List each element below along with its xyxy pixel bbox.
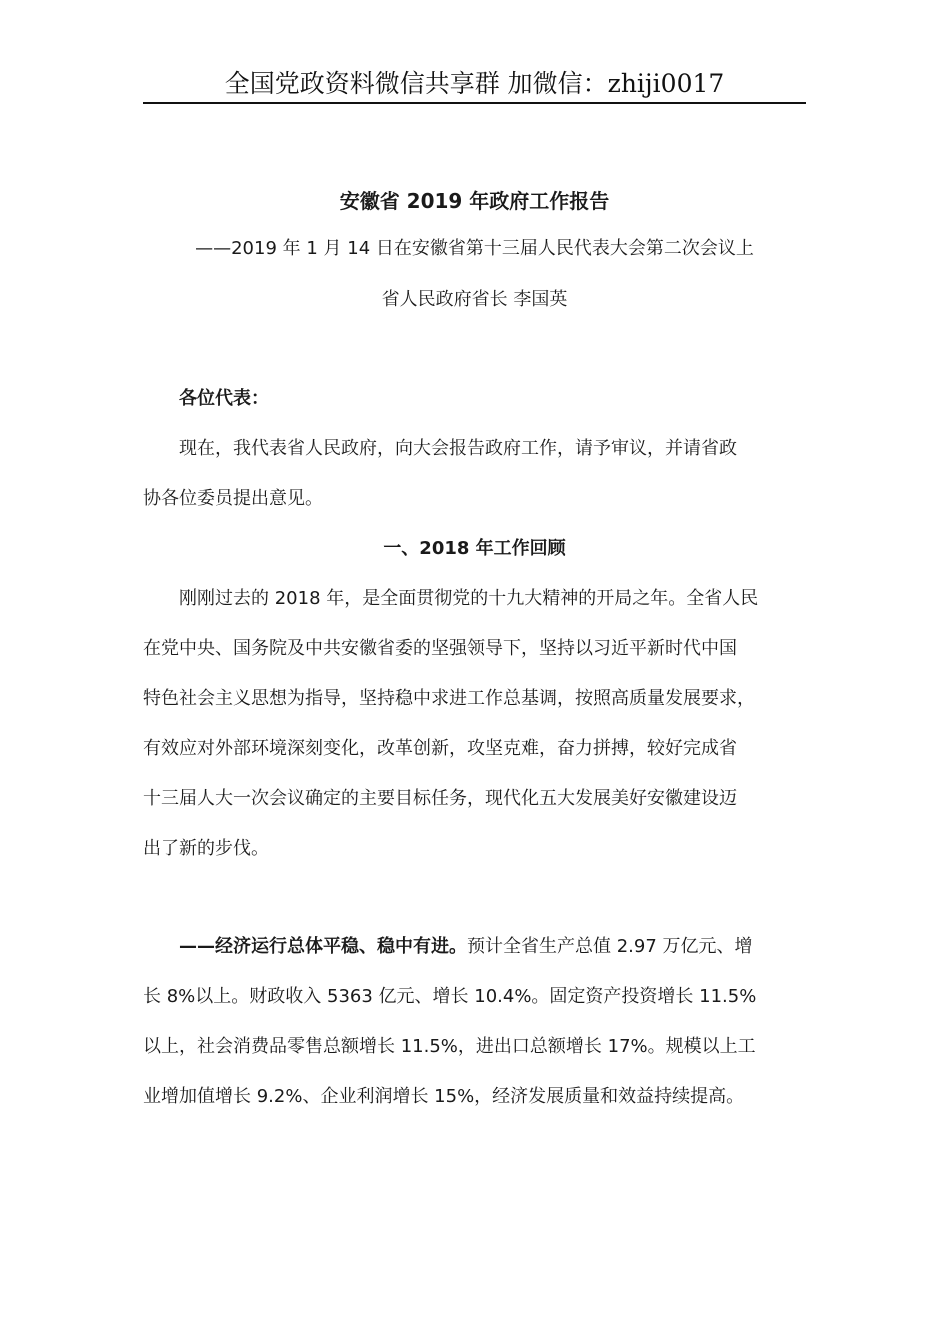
review-line: 特色社会主义思想为指导，坚持稳中求进工作总基调，按照高质量发展要求， xyxy=(143,688,755,709)
section-heading: 一、2018 年工作回顾 xyxy=(383,538,566,559)
economy-line: 长 8%以上。财政收入 5363 亿元、增长 10.4%。固定资产投资增长 11.5% xyxy=(143,986,757,1007)
header-banner: 全国党政资料微信共享群 加微信：zhiji0017 xyxy=(143,66,806,104)
intro-paragraph xyxy=(143,424,815,524)
economy-line: 以上，社会消费品零售总额增长 11.5%，进出口总额增长 17%。规模以上工 xyxy=(143,1036,756,1057)
economy-paragraph xyxy=(143,922,815,1122)
intro-line: 现在，我代表省人民政府，向大会报告政府工作，请予审议，并请省政 xyxy=(179,438,737,459)
review-line: 有效应对外部环境深刻变化，改革创新，攻坚克难，奋力拼搏，较好完成省 xyxy=(143,738,737,759)
report-title: 安徽省 2019 年政府工作报告 xyxy=(339,189,610,213)
report-subtitle: ——2019 年 1 月 14 日在安徽省第十三届人民代表大会第二次会议上 xyxy=(195,238,754,259)
intro-line: 协各位委员提出意见。 xyxy=(143,488,323,509)
report-speaker: 省人民政府省长 李国英 xyxy=(381,289,568,310)
review-line: 出了新的步伐。 xyxy=(143,838,269,859)
salutation: 各位代表： xyxy=(179,388,269,409)
review-paragraph xyxy=(143,574,815,874)
review-line: 刚刚过去的 2018 年，是全面贯彻党的十九大精神的开局之年。全省人民 xyxy=(179,588,759,609)
economy-lead-rest: 预计全省生产总值 2.97 万亿元、增 xyxy=(467,936,753,957)
review-line: 十三届人大一次会议确定的主要目标任务，现代化五大发展美好安徽建设迈 xyxy=(143,788,737,809)
economy-first-line xyxy=(143,922,815,972)
economy-line: 业增加值增长 9.2%、企业利润增长 15%，经济发展质量和效益持续提高。 xyxy=(143,1086,745,1107)
economy-lead-bold: ——经济运行总体平稳、稳中有进。 xyxy=(179,936,467,957)
review-line: 在党中央、国务院及中共安徽省委的坚强领导下，坚持以习近平新时代中国 xyxy=(143,638,737,659)
